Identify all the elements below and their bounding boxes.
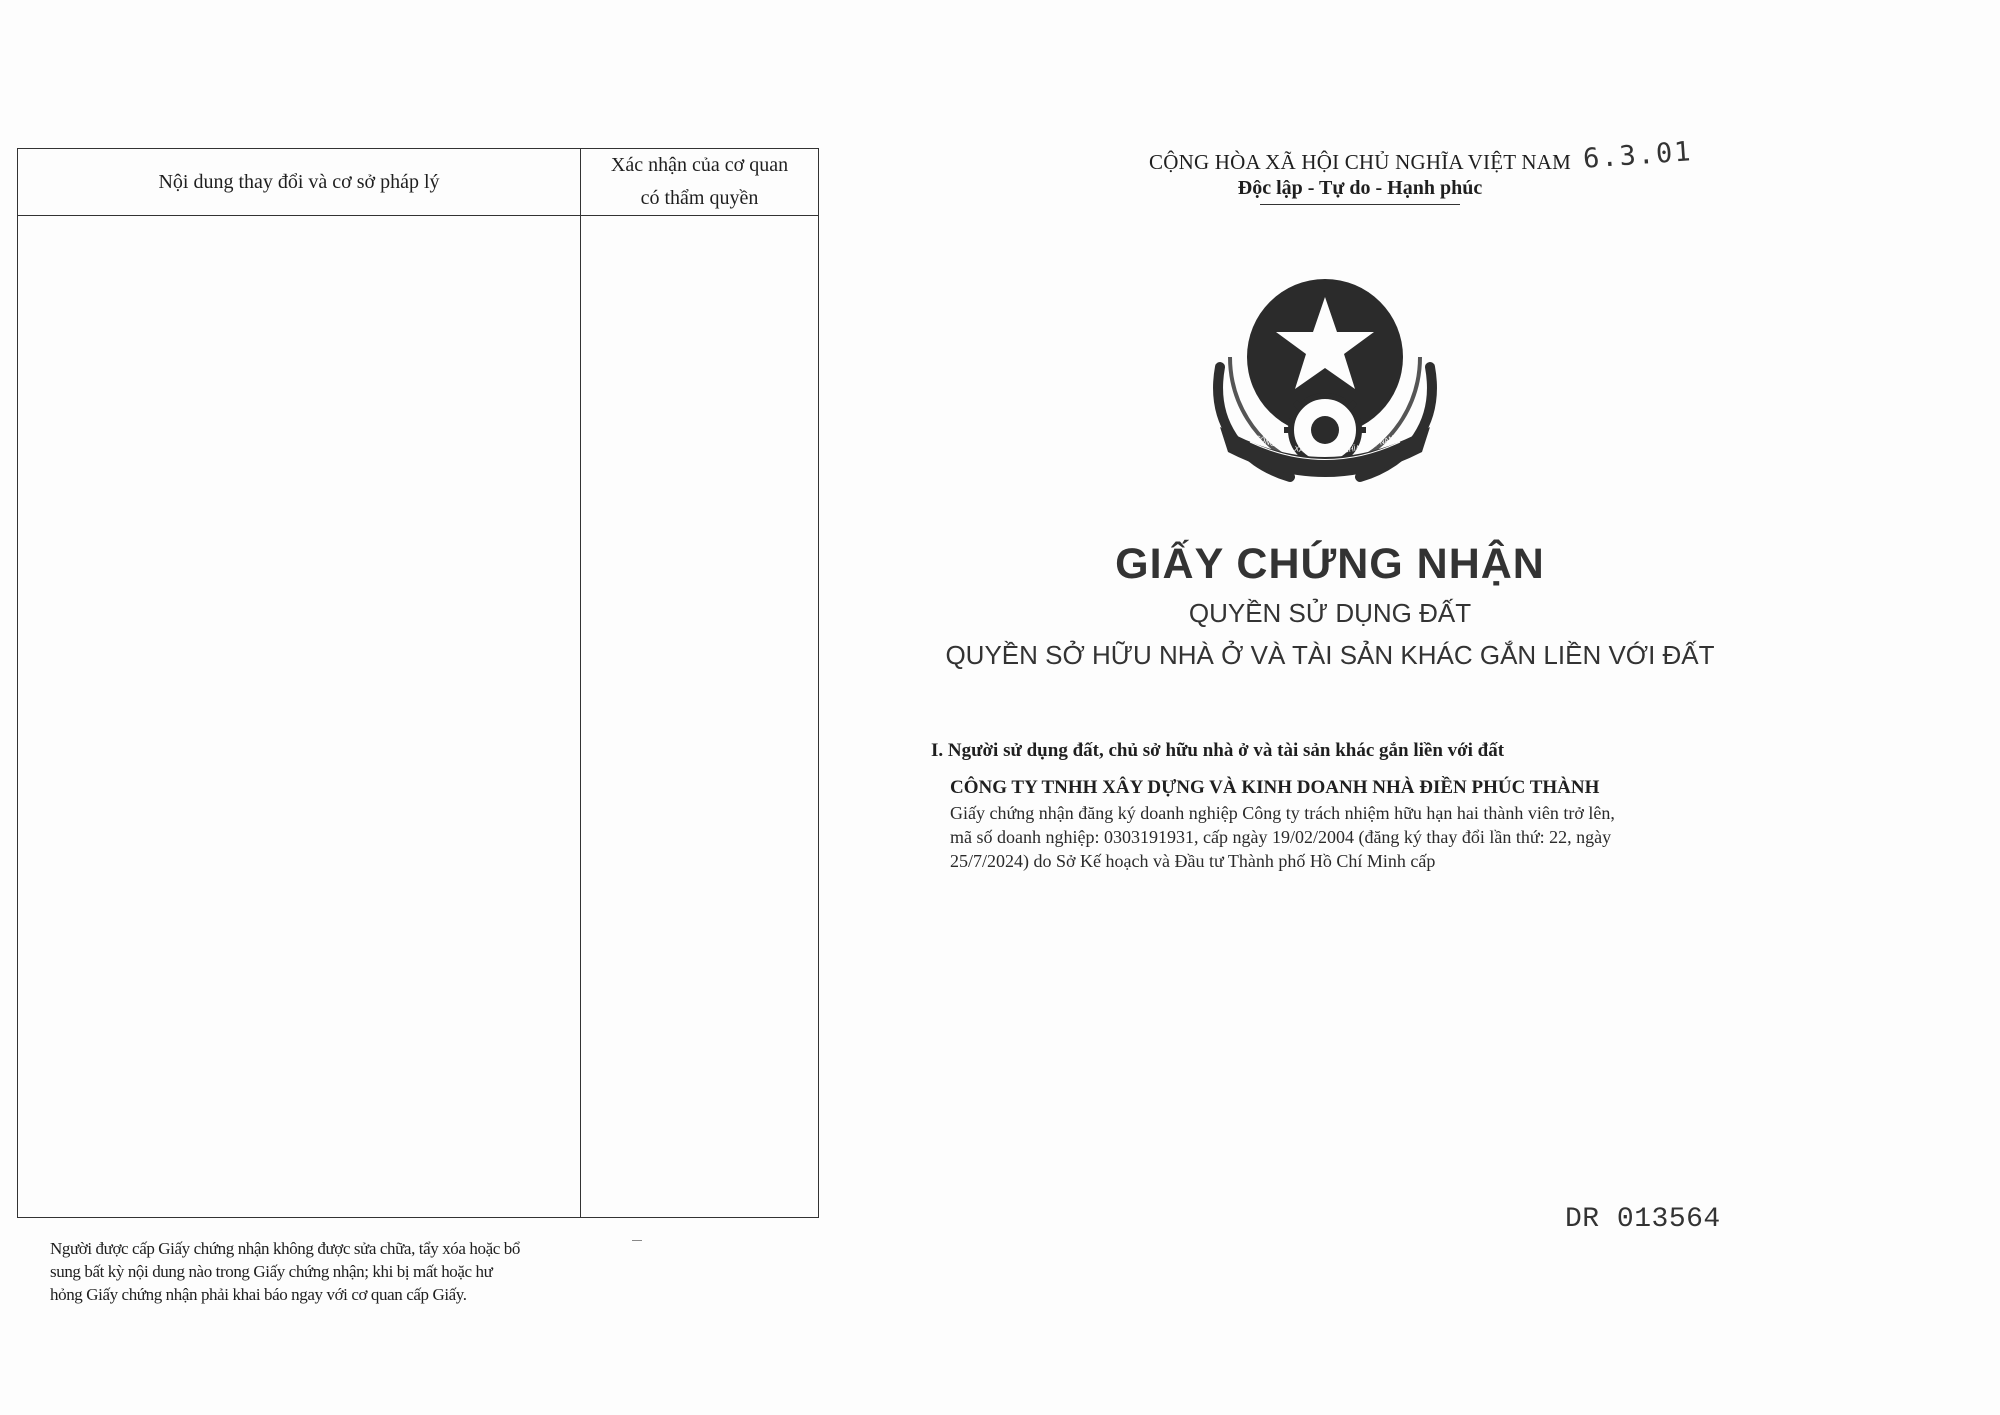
holder-notice (50, 1237, 540, 1306)
header-authority-line2: có thẩm quyền (640, 187, 759, 209)
notice-line: sung bất kỳ nội dung nào trong Giấy chứng nhận; khi bị mất hoặc hư (50, 1262, 493, 1281)
owner-name: CÔNG TY TNHH XÂY DỰNG VÀ KINH DOANH NHÀ ĐIỀN PHÚC THÀNH (950, 777, 1600, 798)
notice-line: hỏng Giấy chứng nhận phải khai báo ngay với cơ quan cấp Giấy. (50, 1285, 467, 1304)
header-changes-label: Nội dung thay đổi và cơ sở pháp lý (158, 170, 440, 193)
header-changes-legal-basis (18, 149, 580, 215)
owner-detail-line: Giấy chứng nhận đăng ký doanh nghiệp Công ty trách nhiệm hữu hạn hai thành viên trở lên, (950, 803, 1615, 823)
header-authority-line1: Xác nhận của cơ quan (610, 154, 789, 176)
motto-underline (1260, 204, 1460, 205)
column-divider (580, 149, 581, 1217)
owner-detail-line: mã số doanh nghiệp: 0303191931, cấp ngày 19/02/2004 (đăng ký thay đổi lần thứ: 22, ngày (950, 827, 1612, 847)
national-motto: Độc lập - Tự do - Hạnh phúc (1237, 177, 1483, 199)
emblem-ribbon-text: CỘNG HÒA XÃ HỘI CHỦ NGHĨA VIỆT NAM (1253, 434, 1397, 456)
notice-line: Người được cấp Giấy chứng nhận không được sửa chữa, tẩy xóa hoặc bổ (50, 1239, 520, 1258)
certificate-subtitle-land-use: QUYỀN SỬ DỤNG ĐẤT (1188, 598, 1472, 628)
certificate-title: GIẤY CHỨNG NHẬN (1115, 540, 1545, 588)
amendment-table (17, 148, 819, 1218)
certificate-serial-number: DR 013564 (1565, 1204, 1721, 1235)
section-owner-heading: I. Người sử dụng đất, chủ sở hữu nhà ở và tài sản khác gắn liền với đất (931, 740, 1505, 761)
header-authority-confirmation (581, 149, 818, 215)
nation-name: CỘNG HÒA XÃ HỘI CHỦ NGHĨA VIỆT NAM (1149, 150, 1571, 174)
national-emblem-icon (1200, 262, 1450, 502)
stray-dash (632, 1240, 642, 1241)
handwritten-note: 6.3.01 (1582, 136, 1694, 175)
owner-detail-line: 25/7/2024) do Sở Kế hoạch và Đầu tư Thành phố Hồ Chí Minh cấp (950, 851, 1436, 871)
national-header (1080, 150, 1640, 205)
owner-registration-details (950, 801, 1695, 873)
certificate-subtitle-ownership: QUYỀN SỞ HỮU NHÀ Ở VÀ TÀI SẢN KHÁC GẮN LIỀN VỚI ĐẤT (945, 640, 1715, 670)
